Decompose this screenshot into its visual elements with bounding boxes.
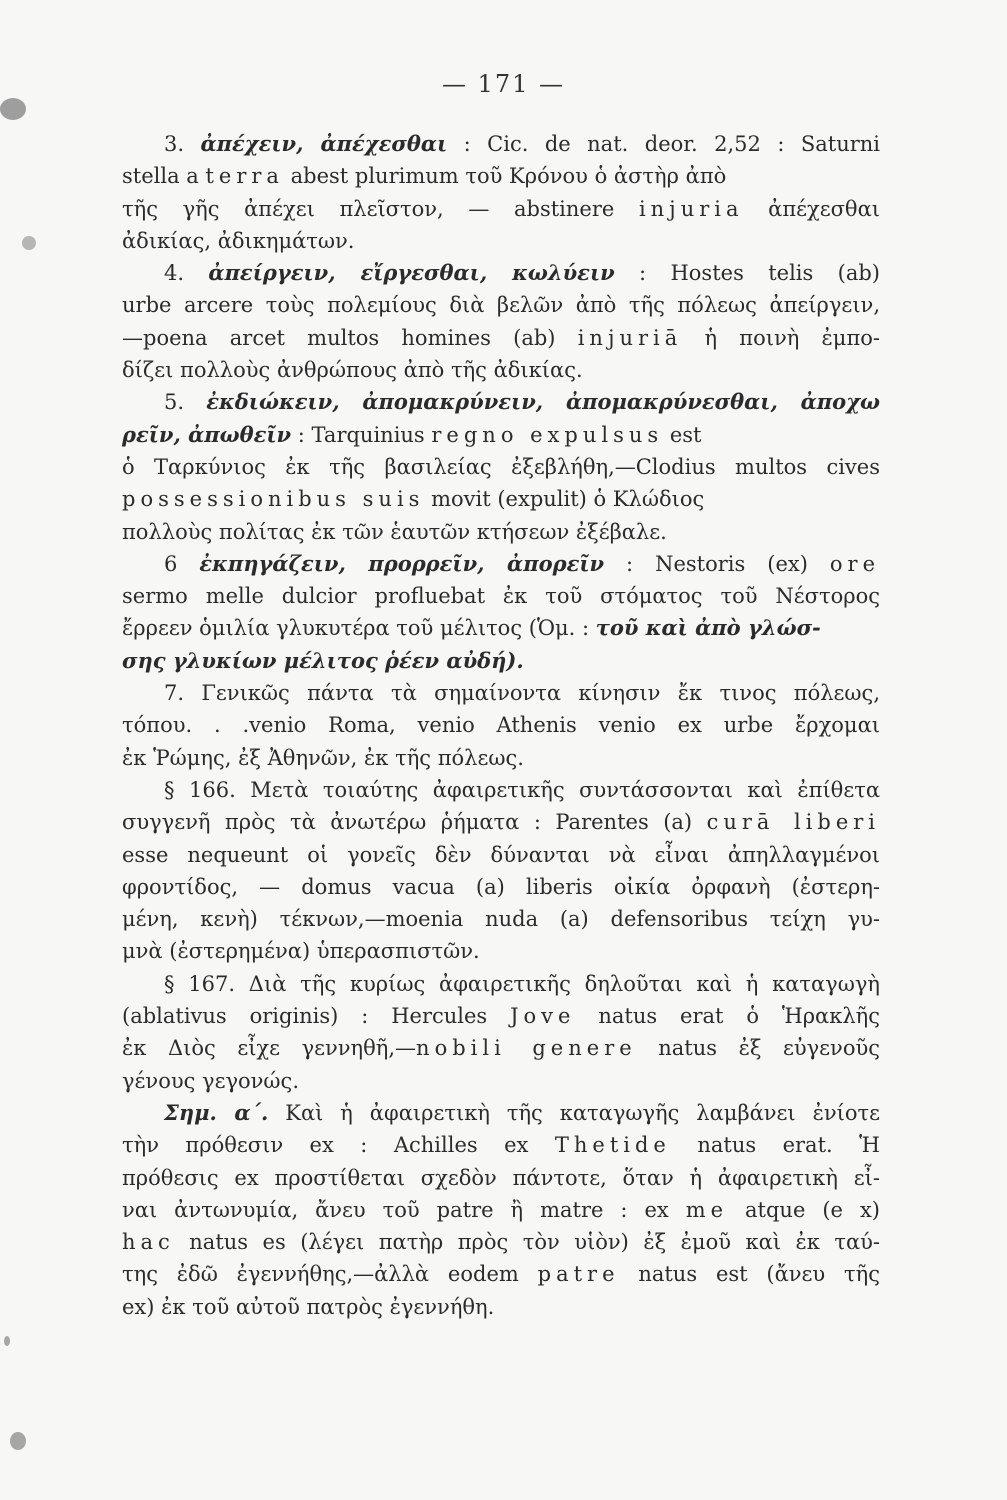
line-text: natus ἐξ εὐγενοῦς xyxy=(636,1036,880,1061)
body-text xyxy=(122,128,880,1323)
text-line xyxy=(122,1194,880,1226)
line-text: ἐκ Ῥώμης, ἐξ Ἀθηνῶν, ἐκ τῆς πόλεως. xyxy=(122,745,524,770)
scan-mark xyxy=(0,98,26,120)
spaced-word: terra xyxy=(205,164,284,189)
text-line xyxy=(122,1291,880,1323)
scan-mark xyxy=(22,236,36,250)
line-text: φροντίδος, — domus vacua (a) liberis οἰκία ὀρφανὴ (ἐστερη- xyxy=(122,874,880,899)
text-line xyxy=(122,968,880,1000)
line-text: ἀπέχεσθαι xyxy=(743,196,880,221)
line-text: πολλοὺς πολίτας ἐκ τῶν ἑαυτῶν κτήσεων ἐξέβαλε. xyxy=(122,519,667,544)
text-line xyxy=(122,322,880,354)
line-text: natus erat ὁ Ἡρακλῆς xyxy=(575,1004,880,1029)
line-text: ναι ἀντωνυμία, ἄνευ τοῦ patre ἢ matre : ex xyxy=(122,1197,686,1222)
line-text: 7. Γενικῶς πάντα τὰ σημαίνοντα κίνησιν ἔκ τινος πόλεως, xyxy=(164,681,880,706)
spaced-word: Thetide xyxy=(554,1133,671,1158)
line-text: : Hostes telis (ab) xyxy=(614,261,880,286)
line-text: ex) ἐκ τοῦ αὐτοῦ πατρὸς ἐγεννήθη. xyxy=(122,1294,495,1319)
text-line xyxy=(122,1162,880,1194)
line-text: est xyxy=(663,422,702,447)
line-text: τῆς γῆς ἀπέχει πλεῖστον, — abstinere xyxy=(122,196,639,221)
text-line xyxy=(122,839,880,871)
text-line xyxy=(122,612,880,644)
line-text: τὴν πρόθεσιν ex : Achilles ex xyxy=(122,1133,555,1158)
spaced-word: ore xyxy=(829,551,880,576)
spaced-word: injuriā xyxy=(577,325,683,350)
line-text: natus erat. Ἡ xyxy=(670,1133,880,1158)
spaced-word: me xyxy=(685,1197,729,1222)
text-line xyxy=(122,903,880,935)
line-text: stella a xyxy=(122,164,206,189)
line-text: ἐκ Διὸς εἶχε γεννηθῆ,— xyxy=(122,1036,417,1061)
text-line xyxy=(122,225,880,257)
line-text: urbe arcere τοὺς πολεμίους διὰ βελῶν ἀπὸ τῆς πόλεως ἀπείργειν, xyxy=(122,293,880,318)
text-line xyxy=(122,806,880,838)
line-text: esse nequeunt οἱ γονεῖς δὲν δύνανται νὰ εἶναι ἀπηλλαγμένοι xyxy=(122,842,880,867)
spaced-word: hac xyxy=(122,1230,175,1255)
line-text: —poena arcet multos homines (ab) xyxy=(122,325,578,350)
spaced-word: possessionibus suis xyxy=(122,487,425,512)
text-line xyxy=(122,1226,880,1258)
text-line xyxy=(122,257,880,289)
line-text: της ἐδῶ ἐγεννήθης,—ἀλλὰ eodem xyxy=(122,1262,538,1287)
greek-term: τοῦ καὶ ἀπὸ γλώσ- xyxy=(595,615,821,641)
line-text: atque (e x) xyxy=(728,1197,880,1222)
line-text: natus est (ἄνευ τῆς xyxy=(619,1262,880,1287)
spaced-word: Jove xyxy=(510,1004,576,1029)
text-line xyxy=(122,516,880,548)
text-line xyxy=(122,128,880,160)
spaced-word: curā liberi xyxy=(706,810,880,835)
text-line xyxy=(122,548,880,580)
line-text: πρόθεσις ex προστίθεται σχεδὸν πάντοτε, ὅταν ἡ ἀφαιρετικὴ εἶ- xyxy=(122,1165,880,1190)
spaced-word: regno expulsus xyxy=(431,422,664,447)
greek-term: σης γλυκίων μέλιτος ῥέεν αὐδή). xyxy=(122,647,524,673)
text-line xyxy=(122,1065,880,1097)
text-line xyxy=(122,354,880,386)
line-text: sermo melle dulcior profluebat ἐκ τοῦ στόματος τοῦ Νέστορος xyxy=(122,584,880,609)
line-text: ἔρρεεν ὁμιλία γλυκυτέρα τοῦ μέλιτος (Ὁμ. : xyxy=(122,616,596,641)
text-line xyxy=(122,709,880,741)
line-text: 6 xyxy=(164,551,200,576)
line-text: : Cic. de nat. deor. 2,52 : Saturni xyxy=(447,132,880,156)
scan-mark xyxy=(10,1432,26,1450)
line-text: natus es (λέγει πατὴρ πρὸς τὸν υἱὸν) ἐξ ἐμοῦ καὶ ἐκ ταύ- xyxy=(174,1230,880,1255)
line-text: μένη, κενὴ) τέκνων,—moenia nuda (a) defensoribus τείχη γυ- xyxy=(122,907,880,932)
text-line xyxy=(122,774,880,806)
text-line xyxy=(122,289,880,321)
line-text: τόπου. . .venio Roma, venio Athenis venio ex urbe ἔρχομαι xyxy=(122,713,880,738)
line-text: ὁ Ταρκύνιος ἐκ τῆς βασιλείας ἐξεβλήθη,—Clodius multos cives xyxy=(122,454,880,479)
line-text: : Tarquinius xyxy=(291,422,432,447)
line-text: δίζει πολλοὺς ἀνθρώπους ἀπὸ τῆς ἀδικίας. xyxy=(122,358,583,383)
line-text: 3. xyxy=(164,132,201,156)
greek-term: ρεῖν, ἀπωθεῖν xyxy=(122,421,292,447)
text-line xyxy=(122,645,880,677)
line-text: § 166. Μετὰ τοιαύτης ἀφαιρετικῆς συντάσσονται καὶ ἐπίθετα xyxy=(164,777,880,802)
text-line xyxy=(122,742,880,774)
line-text: abest plurimum τοῦ Κρόνου ὁ ἀστὴρ ἀπὸ xyxy=(283,164,727,189)
text-line xyxy=(122,1129,880,1161)
text-line xyxy=(122,1258,880,1290)
line-text: συγγενῆ πρὸς τὰ ἀνωτέρω ῥήματα : Parentes (a) xyxy=(122,810,707,835)
greek-term: Σημ. α΄. xyxy=(164,1099,269,1125)
text-line xyxy=(122,580,880,612)
text-line xyxy=(122,451,880,483)
text-line xyxy=(122,935,880,967)
text-line xyxy=(122,160,880,192)
text-line xyxy=(122,677,880,709)
text-line xyxy=(122,386,880,418)
line-text: γένους γεγονώς. xyxy=(122,1068,299,1093)
spaced-word: nobili genere xyxy=(416,1036,637,1061)
line-text: movit (expulit) ὁ Κλώδιος xyxy=(424,487,705,512)
text-line xyxy=(122,419,880,451)
greek-term: ἐκδιώκειν, ἀπομακρύνειν, ἀπομακρύνεσθαι, ἀποχω xyxy=(206,389,880,415)
scan-mark xyxy=(4,1336,10,1346)
line-text: 5. xyxy=(164,390,207,415)
text-line xyxy=(122,193,880,225)
greek-term: ἀπείργειν, εἴργεσθαι, κωλύειν xyxy=(208,260,615,286)
spaced-word: patre xyxy=(537,1262,620,1287)
page-number: — 171 — xyxy=(441,70,566,98)
line-text: ἀδικίας, ἀδικημάτων. xyxy=(122,228,355,253)
line-text: (ablativus originis) : Hercules xyxy=(122,1004,511,1029)
text-line xyxy=(122,1097,880,1129)
line-text: ἡ ποινὴ ἐμπο- xyxy=(682,325,880,350)
line-text: : Nestoris (ex) xyxy=(604,551,830,576)
line-text: μνὰ (ἐστερημένα) ὑπερασπιστῶν. xyxy=(122,939,480,964)
line-text: Καὶ ἡ ἀφαιρετικὴ τῆς καταγωγῆς λαμβάνει ἐνίοτε xyxy=(268,1100,880,1125)
greek-term: ἀπέχειν, ἀπέχεσθαι xyxy=(200,131,448,156)
text-line xyxy=(122,1000,880,1032)
greek-term: ἐκπηγάζειν, προρρεῖν, ἀπορεῖν xyxy=(199,550,605,576)
line-text: § 167. Διὰ τῆς κυρίως ἀφαιρετικῆς δηλοῦται καὶ ἡ καταγωγὴ xyxy=(164,971,880,996)
text-line xyxy=(122,1032,880,1064)
text-line xyxy=(122,871,880,903)
text-line xyxy=(122,483,880,515)
spaced-word: injuria xyxy=(638,196,744,221)
line-text: 4. xyxy=(164,261,209,286)
